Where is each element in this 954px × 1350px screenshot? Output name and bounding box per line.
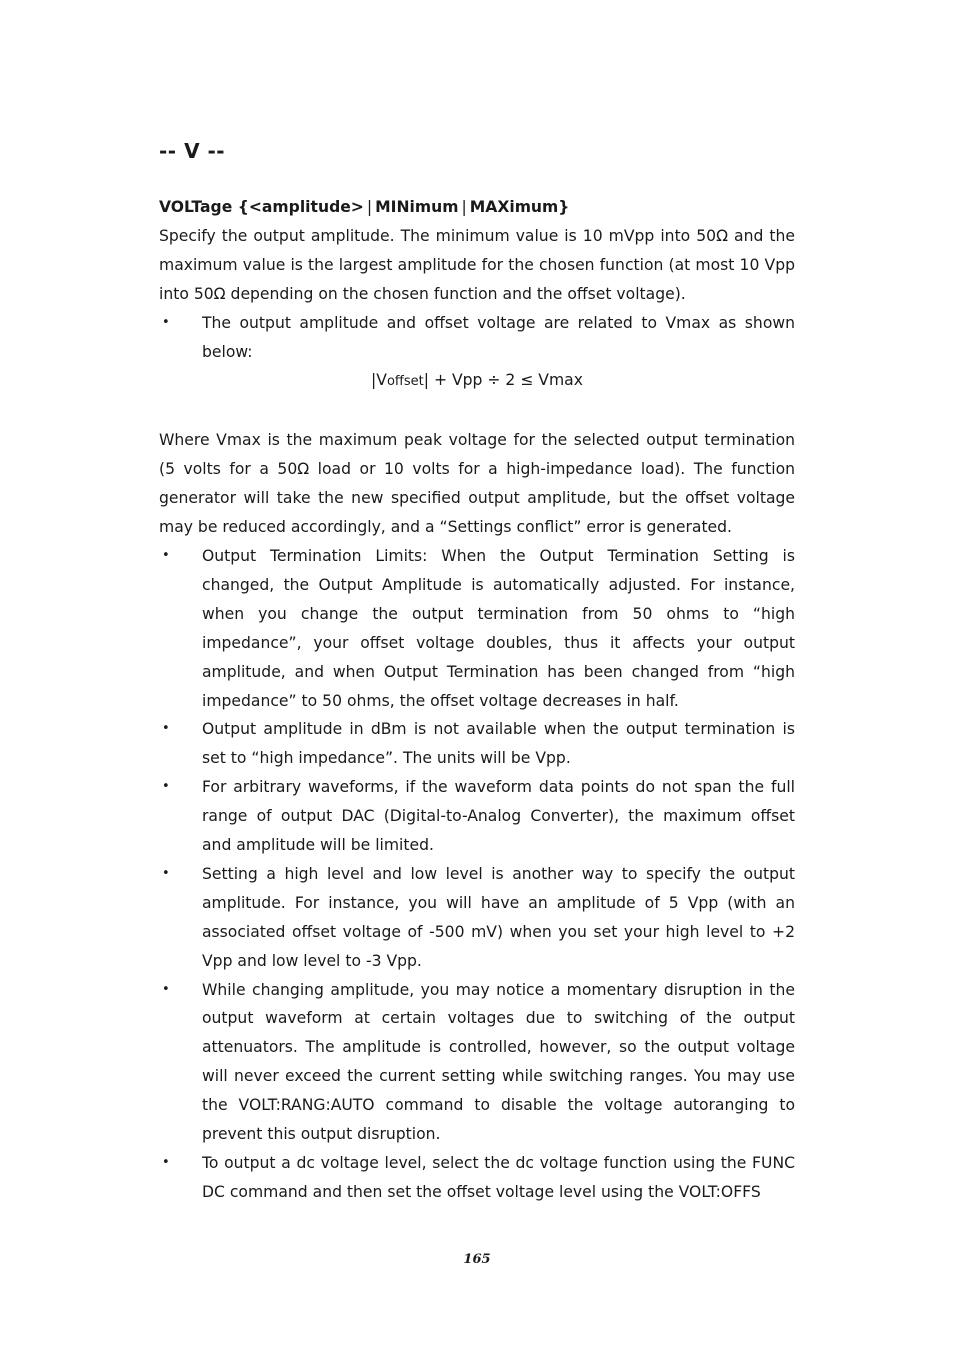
- section-heading: -- V --: [159, 139, 226, 163]
- bullet-text: Output amplitude in dBm is not available when the output termination is set to “high impedance”. The units will be Vpp.: [202, 720, 795, 768]
- command-part-maximum: MAXimum}: [469, 198, 570, 216]
- command-separator: |: [366, 198, 373, 216]
- bullet-icon: •: [162, 721, 170, 737]
- bullet-icon: •: [162, 981, 170, 997]
- spacer: [159, 397, 795, 426]
- page-number: 165: [463, 1252, 491, 1267]
- formula-subscript: offset: [386, 374, 424, 390]
- bullet-item: [159, 860, 795, 976]
- bullet-icon: •: [162, 865, 170, 881]
- formula: [159, 366, 795, 397]
- bullet-text: Output Termination Limits: When the Output Termination Setting is changed, the Output Amplitude is automatically adjusted. For instance, when you change the output termination from 50 ohms to “high impedance”, your offset voltage doubles, thus it affects your output amplitude, and when Output Termination has been changed from “high impedance” to 50 ohms, the offset voltage decreases in half.: [202, 546, 795, 710]
- bullet-icon: •: [162, 779, 170, 795]
- bullet-icon: •: [162, 314, 170, 330]
- intro-paragraph: Specify the output amplitude. The minimum value is 10 mVpp into 50Ω and the maximum value is the largest amplitude for the chosen function (at most 10 Vpp into 50Ω depending on the chosen function and the offset voltage).: [159, 226, 795, 303]
- command-syntax: [159, 193, 795, 222]
- command-part-minimum: MINimum: [375, 198, 459, 216]
- bullet-item: [159, 1149, 795, 1207]
- command-part-amplitude: VOLTage {<amplitude>: [159, 198, 364, 216]
- bullet-icon: •: [162, 1155, 170, 1170]
- formula-suffix: | + Vpp ÷ 2 ≤ Vmax: [423, 371, 583, 390]
- bullet-item: [159, 542, 795, 715]
- bullet-icon: •: [162, 547, 170, 563]
- bullet-text: To output a dc voltage level, select the dc voltage function using the FUNC DC command and then set the offset voltage level using the VOLT:OFFS: [202, 1154, 795, 1201]
- formula-prefix: |V: [371, 371, 387, 390]
- bullet-text: The output amplitude and offset voltage are related to Vmax as shown below:: [202, 313, 795, 361]
- page-content: [159, 193, 795, 1207]
- bullet-item: [159, 773, 795, 860]
- command-separator: |: [461, 198, 467, 216]
- bullet-text: Setting a high level and low level is another way to specify the output amplitude. For instance, you will have an amplitude of 5 Vpp (with an associated offset voltage of -500 mV) when you set your high level to +2 Vpp and low level to -3 Vpp.: [202, 864, 795, 970]
- bullet-item: [159, 309, 795, 367]
- bullet-item: [159, 715, 795, 773]
- bullet-text: For arbitrary waveforms, if the waveform data points do not span the full range of output DAC (Digital-to-Analog Converter), the maximum offset and amplitude will be limited.: [202, 778, 795, 855]
- bullet-text: While changing amplitude, you may notice a momentary disruption in the output waveform at certain voltages due to switching of the output attenuators. The amplitude is controlled, however, so the output voltage will never exceed the current setting while switching ranges. You may use the VOLT:RANG:AUTO command to disable the voltage autoranging to prevent this output disruption.: [202, 980, 795, 1144]
- vmax-paragraph: Where Vmax is the maximum peak voltage for the selected output termination (5 volts for a 50Ω load or 10 volts for a high-impedance load). The function generator will take the new specified output amplitude, but the offset voltage may be reduced accordingly, and a “Settings conflict” error is generated.: [159, 431, 795, 537]
- bullet-item: [159, 976, 795, 1149]
